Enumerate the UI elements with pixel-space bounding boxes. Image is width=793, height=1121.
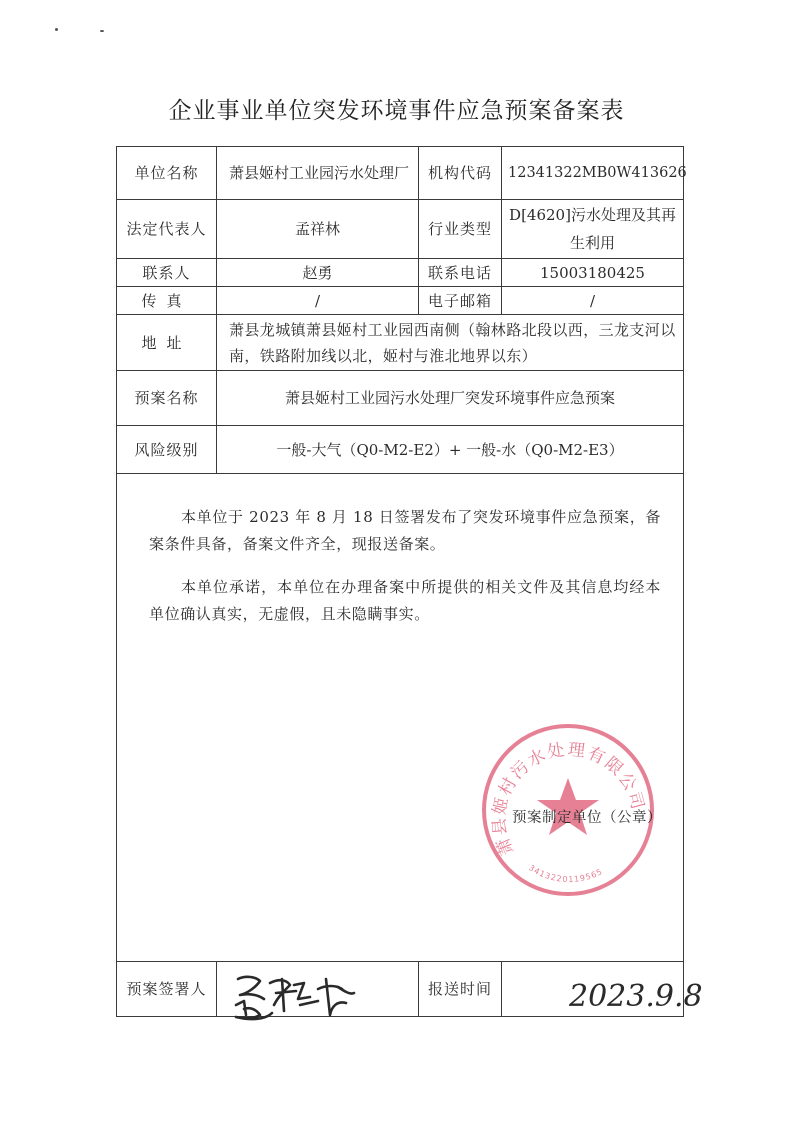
legal-rep-label: 法定代表人 [117, 200, 217, 259]
address-label: 地址 [117, 315, 217, 371]
handwritten-date [565, 968, 703, 1018]
fax-label: 传真 [117, 287, 217, 315]
phone-value: 15003180425 [502, 259, 684, 287]
plan-name-label: 预案名称 [117, 371, 217, 426]
unit-name-value: 萧县姬村工业园污水处理厂 [217, 147, 419, 200]
row-unit-name [117, 147, 684, 200]
unit-name-label: 单位名称 [117, 147, 217, 200]
risk-label: 风险级别 [117, 426, 217, 474]
signer-label: 预案签署人 [117, 962, 217, 1017]
row-address [117, 315, 684, 371]
row-legal-rep [117, 200, 684, 259]
row-risk-level [117, 426, 684, 474]
row-plan-name [117, 371, 684, 426]
seal-ring-text: 萧县姬村污水处理有限公司 [489, 739, 648, 858]
signer-handwritten-signature [226, 965, 366, 1027]
row-contact [117, 259, 684, 287]
org-code-label: 机构代码 [419, 147, 502, 200]
scan-speck-1 [55, 28, 58, 31]
legal-rep-value: 孟祥林 [217, 200, 419, 259]
row-fax [117, 287, 684, 315]
address-value: 萧县龙城镇萧县姬村工业园西南侧（翰林路北段以西，三龙支河以南，铁路附加线以北，姬村与淮北地界以东） [217, 315, 684, 371]
phone-label: 联系电话 [419, 259, 502, 287]
industry-value: D[4620]污水处理及其再生利用 [502, 200, 684, 259]
document-title: 企业事业单位突发环境事件应急预案备案表 [168, 98, 625, 124]
contact-value: 赵勇 [217, 259, 419, 287]
plan-name-value: 萧县姬村工业园污水处理厂突发环境事件应急预案 [217, 371, 684, 426]
risk-value: 一般-大气（Q0-M2-E2）+ 一般-水（Q0-M2-E3） [217, 426, 684, 474]
org-code-value: 12341322MB0W413626 [502, 147, 684, 200]
date-label: 报送时间 [419, 962, 502, 1017]
seal-code-text: 3413220119565 [527, 863, 605, 885]
contact-label: 联系人 [117, 259, 217, 287]
statement-paragraph-1: 本单位于 2023 年 8 月 18 日签署发布了突发环境事件应急预案，备案条件具备，备案文件齐全，现报送备案。 [149, 508, 661, 553]
scan-speck-2 [100, 30, 104, 32]
email-label: 电子邮箱 [419, 287, 502, 315]
fax-value: / [217, 287, 419, 315]
email-value: / [502, 287, 684, 315]
svg-text:3413220119565 [527, 863, 604, 884]
date-value: 2023.9.8 [569, 979, 703, 1014]
stamp-caption: 预案制定单位（公章） [512, 810, 662, 826]
industry-label: 行业类型 [419, 200, 502, 259]
statement-paragraph-2: 本单位承诺，本单位在办理备案中所提供的相关文件及其信息均经本单位确认真实，无虚假，且未隐瞒事实。 [149, 578, 661, 623]
